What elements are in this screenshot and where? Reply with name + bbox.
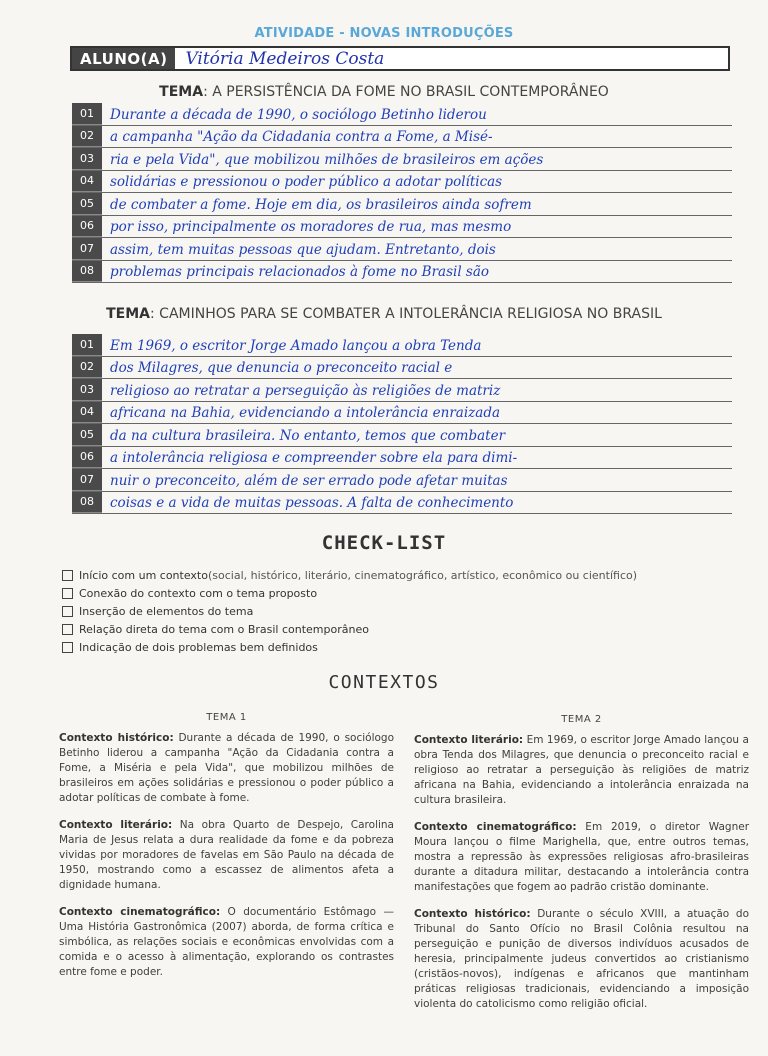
line-number: 06 xyxy=(72,447,102,469)
handwritten-line: a intolerância religiosa e compreender sobre ela para dimi- xyxy=(110,450,518,466)
contextos-title: CONTEXTOS xyxy=(328,672,440,693)
checklist-item-extra: (social, histórico, literário, cinematográfico, artístico, econômico ou científico) xyxy=(207,568,638,582)
handwritten-line: Durante a década de 1990, o sociólogo Betinho liderou xyxy=(110,106,487,123)
context-text: Em 2019, o diretor Wagner Moura lançou o filme Marighella, que, entre outros temas, mostra a repressão às expressões religiosas afro-brasileiras durante a ditadura militar, destacando a intolerância contra manifestações que fogem ao padrão cristão dominante. xyxy=(414,821,750,893)
line-number: 03 xyxy=(72,379,102,401)
tema1-contexts xyxy=(59,710,394,992)
essay-line xyxy=(72,261,732,284)
checklist-item xyxy=(62,566,722,584)
tema2-heading xyxy=(0,306,768,322)
essay-line xyxy=(72,148,732,171)
line-number: 06 xyxy=(72,216,102,238)
line-number: 04 xyxy=(72,402,102,424)
handwritten-line: nuir o preconceito, além de ser errado pode afetar muitas xyxy=(110,472,508,489)
checklist-item xyxy=(62,620,722,638)
handwritten-line: assim, tem muitas pessoas que ajudam. Entretanto, dois xyxy=(110,241,496,258)
handwritten-line: por isso, principalmente os moradores de rua, mas mesmo xyxy=(110,219,512,235)
checkbox[interactable] xyxy=(62,642,73,653)
checklist-item xyxy=(62,638,722,656)
line-number: 05 xyxy=(72,424,102,446)
context-block xyxy=(59,818,394,893)
student-name: Vitória Medeiros Costa xyxy=(185,48,385,69)
tema2-contexts xyxy=(414,712,749,1024)
essay-line xyxy=(72,357,732,380)
context-label: Contexto histórico: xyxy=(59,732,174,744)
context-block xyxy=(414,820,749,895)
line-number: 02 xyxy=(72,126,102,148)
checkbox[interactable] xyxy=(62,624,73,635)
line-number: 08 xyxy=(72,492,102,514)
tema2-contexts-heading: TEMA 2 xyxy=(561,714,602,725)
line-number: 01 xyxy=(72,103,102,125)
essay-line xyxy=(72,402,732,425)
line-number: 04 xyxy=(72,171,102,193)
essay1-lines xyxy=(72,103,732,283)
context-text: Na obra Quarto de Despejo, Carolina Maria de Jesus relata a dura realidade da fome e da pobreza vividas por moradores de favelas em São Paulo na década de 1950, mostrando como a escassez de alimentos afeta a dignidade humana. xyxy=(59,819,394,891)
essay-line xyxy=(72,238,732,261)
line-number: 03 xyxy=(72,148,102,170)
handwritten-line: a campanha "Ação da Cidadania contra a Fome, a Misé- xyxy=(110,129,493,145)
student-row xyxy=(70,46,730,71)
essay-line xyxy=(72,216,732,239)
tema1-contexts-heading: TEMA 1 xyxy=(206,712,247,723)
checklist-title: CHECK-LIST xyxy=(321,532,447,554)
handwritten-line: africana na Bahia, evidenciando a intolerância enraizada xyxy=(110,405,501,421)
checkbox[interactable] xyxy=(62,588,73,599)
line-number: 02 xyxy=(72,357,102,379)
handwritten-line: religioso ao retratar a perseguição às religiões de matriz xyxy=(110,382,501,399)
essay-line xyxy=(72,193,732,216)
activity-title: ATIVIDADE - NOVAS INTRODUÇÕES xyxy=(254,26,514,41)
handwritten-line: solidárias e pressionou o poder público a adotar políticas xyxy=(110,174,503,190)
tema2-label: TEMA xyxy=(106,306,150,322)
handwritten-line: dos Milagres, que denuncia o preconceito racial e xyxy=(110,360,453,376)
line-number: 05 xyxy=(72,193,102,215)
context-label: Contexto literário: xyxy=(414,734,524,746)
checklist-item-text: Relação direta do tema com o Brasil contemporâneo xyxy=(79,622,369,636)
line-number: 08 xyxy=(72,261,102,283)
essay-line xyxy=(72,171,732,194)
checklist-item-text: Início com um contexto xyxy=(79,568,208,582)
essay-line xyxy=(72,424,732,447)
context-text: O documentário Estômago — Uma História Gastronômica (2007) aborda, de forma crítica e simbólica, as relações sociais e econômicas envolvidas com a comida e o acesso à alimentação, explorando os contrastes entre fome e poder. xyxy=(59,906,394,978)
tema1-text: : A PERSISTÊNCIA DA FOME NO BRASIL CONTEMPORÂNEO xyxy=(203,84,609,100)
checklist-item-text: Conexão do contexto com o tema proposto xyxy=(79,586,318,600)
context-text: Em 1969, o escritor Jorge Amado lançou a obra Tenda dos Milagres, que denuncia o preconceito racial e religioso ao retratar a perseguição às religiões de matriz africana na Bahia, evidenciando a intolerância enraizada na cultura brasileira. xyxy=(414,734,749,806)
checkbox[interactable] xyxy=(62,570,73,581)
essay-line xyxy=(72,492,732,515)
essay-line xyxy=(72,126,732,149)
handwritten-line: problemas principais relacionados à fome no Brasil são xyxy=(110,264,490,280)
handwritten-line: ria e pela Vida", que mobilizou milhões de brasileiros em ações xyxy=(110,151,544,168)
tema1-heading xyxy=(0,84,768,100)
essay-line xyxy=(72,334,732,357)
context-label: Contexto histórico: xyxy=(414,908,531,920)
tema2-text: : CAMINHOS PARA SE COMBATER A INTOLERÂNCIA RELIGIOSA NO BRASIL xyxy=(150,306,662,322)
essay2-lines xyxy=(72,334,732,514)
handwritten-line: coisas e a vida de muitas pessoas. A falta de conhecimento xyxy=(110,495,514,511)
line-number: 07 xyxy=(72,469,102,491)
essay-line xyxy=(72,103,732,126)
checkbox[interactable] xyxy=(62,606,73,617)
checklist xyxy=(62,566,722,656)
essay-line xyxy=(72,379,732,402)
context-text: Durante a década de 1990, o sociólogo Betinho liderou a campanha "Ação da Cidadania contra a Fome, a Miséria e pela Vida", que mobilizou milhões de brasileiros em ações solidárias e pressionou o poder público a adotar políticas de combate à fome. xyxy=(59,732,395,804)
student-label: ALUNO(A) xyxy=(72,48,175,69)
handwritten-line: de combater a fome. Hoje em dia, os brasileiros ainda sofrem xyxy=(110,196,532,213)
essay-line xyxy=(72,469,732,492)
context-block xyxy=(414,907,749,1012)
context-text: Durante o século XVIII, a atuação do Tribunal do Santo Ofício no Brasil Colônia resultou na perseguição e punição de diversos indivíduos acusados de heresia, principalmente judeus convertidos ao cristianismo (cristãos-novos), indígenas e africanos que mantinham práticas religiosas tradicionais, evidenciando a imposição violenta do catolicismo como religião oficial. xyxy=(414,908,750,1010)
context-block xyxy=(59,731,394,806)
tema1-label: TEMA xyxy=(159,84,204,100)
checklist-item xyxy=(62,584,722,602)
context-block xyxy=(414,733,749,808)
context-label: Contexto literário: xyxy=(59,819,173,831)
checklist-item-text: Inserção de elementos do tema xyxy=(79,604,254,618)
context-label: Contexto cinematográfico: xyxy=(414,821,577,833)
line-number: 01 xyxy=(72,334,102,356)
context-label: Contexto cinematográfico: xyxy=(59,906,221,918)
essay-line xyxy=(72,447,732,470)
handwritten-line: Em 1969, o escritor Jorge Amado lançou a obra Tenda xyxy=(110,337,482,354)
handwritten-line: da na cultura brasileira. No entanto, temos que combater xyxy=(110,427,506,444)
line-number: 07 xyxy=(72,238,102,260)
checklist-item-text: Indicação de dois problemas bem definidos xyxy=(79,640,318,654)
context-block xyxy=(59,905,394,980)
checklist-item xyxy=(62,602,722,620)
